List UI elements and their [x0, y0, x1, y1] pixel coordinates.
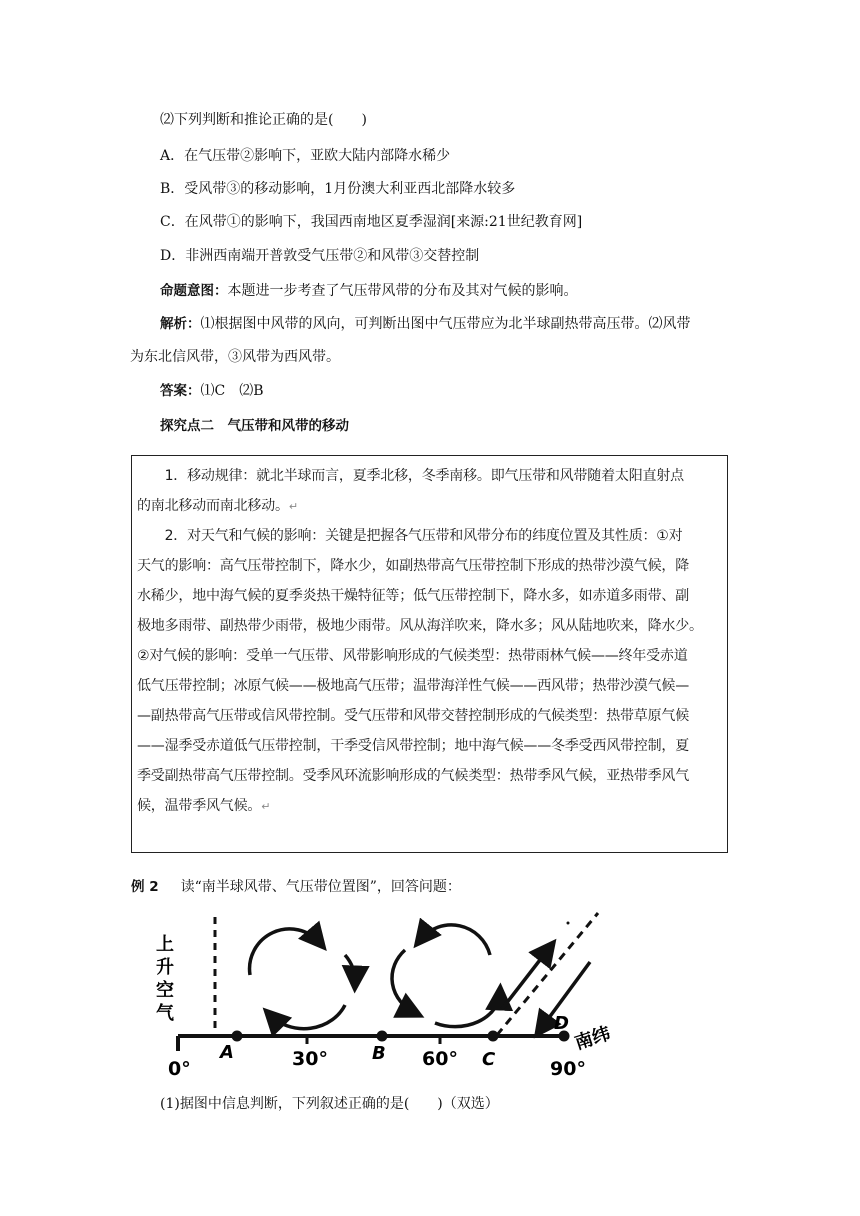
- option-a: A．在气压带②影响下，亚欧大陆内部降水稀少: [160, 148, 451, 164]
- analysis-line-2: 为东北信风带，③风带为西风带。: [130, 349, 340, 365]
- box-line: 极地多雨带、副热带少雨带，极地少雨带。风从海洋吹来，降水多；风从陆地吹来，降水少。: [137, 618, 703, 634]
- box-line: 1．移动规律：就北半球而言，夏季北移，冬季南移。即气压带和风带随着太阳直射点: [137, 468, 684, 484]
- analysis-label: 解析：: [160, 316, 201, 332]
- point-c-dot: [488, 1031, 499, 1042]
- answer-text: ⑴C ⑵B: [200, 383, 264, 399]
- right-cell-arrow-top: [420, 925, 490, 955]
- box-line: 候，温带季风气候。↵: [137, 798, 271, 814]
- right-cell-arrow-left: [392, 950, 415, 1013]
- analysis-line-1: [160, 314, 691, 334]
- point-label-d: D: [554, 1013, 569, 1034]
- answer-line: [160, 381, 264, 401]
- question-2-stem: ⑵下列判断和推论正确的是( ): [160, 112, 367, 128]
- point-label-c: C: [482, 1049, 496, 1070]
- example-2-text: 读“南半球风带、气压带位置图”，回答问题：: [180, 879, 461, 895]
- box-line: 水稀少，地中海气候的夏季炎热干燥特征等；低气压带控制下，降水多，如赤道多雨带、副: [137, 588, 689, 604]
- example-2-label: 例 2: [131, 879, 159, 895]
- answer-label: 答案：: [160, 383, 201, 399]
- left-cell-arrow-bottom: [270, 1005, 345, 1029]
- analysis-text-1: ⑴根据图中风带的风向，可判断出图中气压带应为北半球副热带高压带。⑵风带: [200, 316, 691, 332]
- option-d: D．非洲西南端开普敦受气压带②和风带③交替控制: [160, 248, 480, 264]
- box-line: 的南北移动而南北移动。↵: [137, 498, 298, 514]
- tick-label-30: 30°: [292, 1048, 328, 1070]
- tick-label-90: 90°: [550, 1058, 586, 1080]
- intent-text: 本题进一步考查了气压带风带的分布及其对气候的影响。: [227, 283, 578, 299]
- explanation-text: [137, 461, 723, 821]
- box-line: 天气的影响：高气压带控制下，降水少，如副热带高气压带控制下形成的热带沙漠气候，降: [137, 558, 689, 574]
- box-line: —副热带高气压带或信风带控制。受气压带和风带交替控制形成的气候类型：热带草原气候: [137, 708, 689, 724]
- rising-air-char: 升: [156, 957, 174, 978]
- intent-line: [160, 281, 578, 301]
- right-cell-arrow-bottom: [435, 993, 500, 1027]
- return-mark: ↵: [288, 500, 298, 513]
- box-line: ②对气候的影响：受单一气压带、风带影响形成的气候类型：热带雨林气候——终年受赤道: [137, 648, 688, 664]
- rising-air-char: 上: [156, 934, 174, 955]
- axis-label-south-lat: 南纬: [572, 1023, 614, 1055]
- return-mark: ↵: [261, 800, 271, 813]
- intent-label: 命题意图：: [160, 283, 228, 299]
- left-cell-arrow-top: [250, 929, 320, 975]
- point-label-b: B: [372, 1043, 386, 1064]
- box-line: ——湿季受赤道低气压带控制，干季受信风带控制；地中海气候——冬季受西风带控制，夏: [137, 738, 689, 754]
- rising-air-char: 气: [156, 1003, 174, 1024]
- box-line: 季受副热带高气压带控制。受季风环流影响形成的气候类型：热带季风气候，亚热带季风气: [137, 768, 689, 784]
- left-cell-arrow-right: [345, 955, 355, 983]
- box-line: 2．对天气和气候的影响：关键是把握各气压带和风带分布的纬度位置及其性质：①对: [137, 528, 683, 544]
- rising-air-char: 空: [156, 980, 174, 1001]
- box-line: 低气压带控制；冰原气候——极地高气压带；温带海洋性气候——西风带；热带沙漠气候—: [137, 678, 689, 694]
- point-a-dot: [232, 1031, 243, 1042]
- question-1-stem: (1)据图中信息判断，下列叙述正确的是( )（双选）: [160, 1096, 499, 1112]
- example-2-line: [131, 877, 461, 897]
- option-c: C．在风带①的影响下，我国西南地区夏季湿润[来源:21世纪教育网]: [160, 214, 583, 230]
- section-title: 探究点二 气压带和风带的移动: [160, 418, 349, 434]
- tick-label-0: 0°: [168, 1058, 191, 1080]
- small-dot: [567, 922, 570, 925]
- option-b: B．受风带③的移动影响，1月份澳大利亚西北部降水较多: [160, 181, 516, 197]
- wind-belt-diagram: [150, 905, 620, 1085]
- point-label-a: A: [220, 1042, 234, 1063]
- point-b-dot: [377, 1031, 388, 1042]
- tick-label-60: 60°: [422, 1048, 458, 1070]
